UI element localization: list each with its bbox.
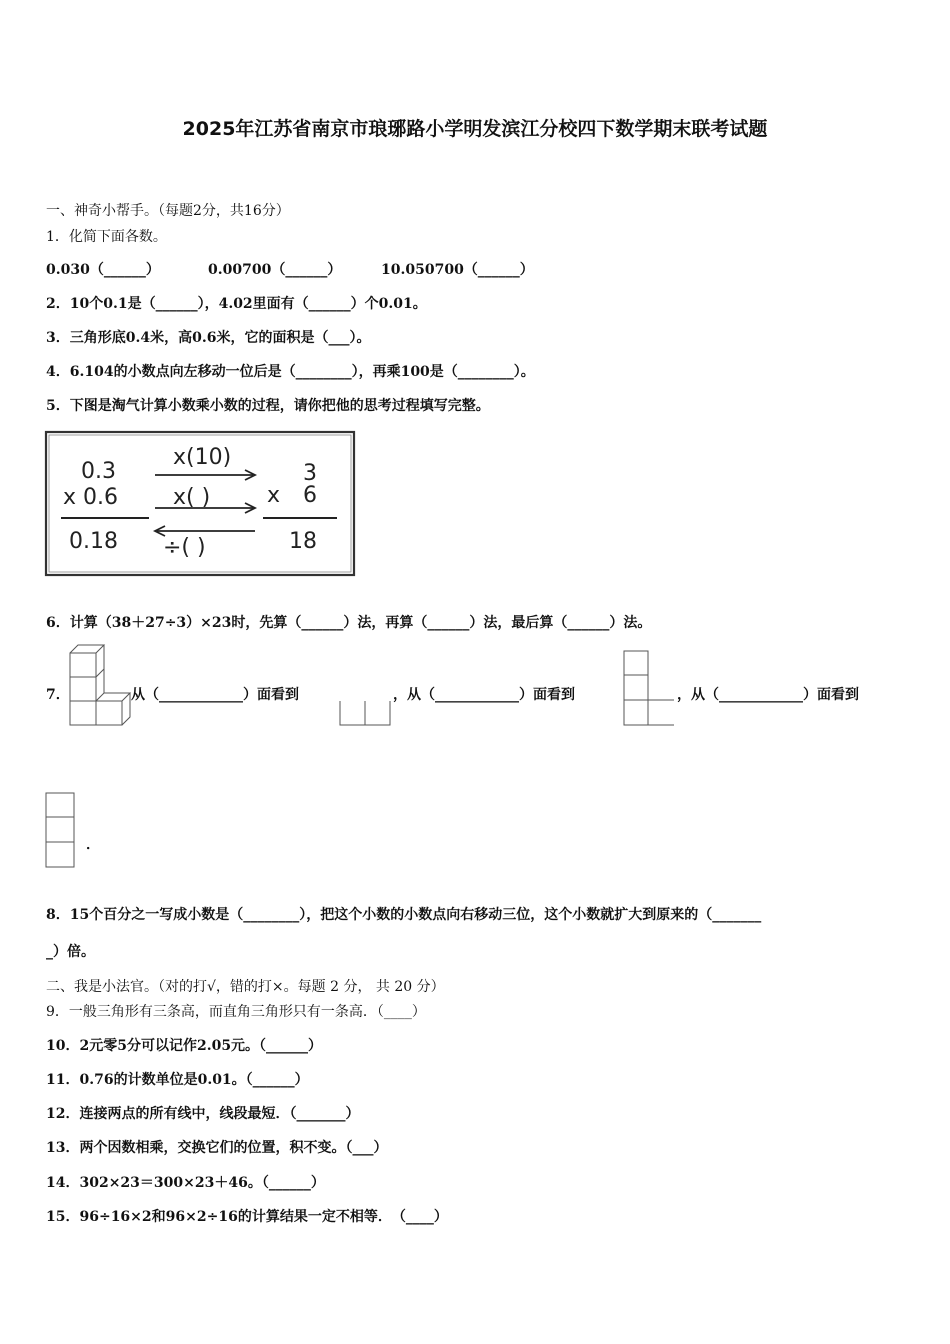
left-middle-number: x 0.6 [63,485,118,510]
question-12: 12．连接两点的所有线中，线段最短．（_______） [46,1106,360,1122]
question-8-line-1: 8．15个百分之一写成小数是（________），把这个小数的小数点向右移动三位，这个小数就扩大到原来的（_______ [46,907,762,923]
question-7-number: 7． [46,687,70,703]
cube-column-top [70,645,104,653]
page-title: 2025年江苏省南京市琅琊路小学明发滨江分校四下数学期末联考试题 [182,118,768,140]
question-9: 9．一般三角形有三条高，而直角三角形只有一条高．（____） [46,1004,426,1020]
question-14: 14．302×23＝300×23＋46。（______） [46,1175,325,1191]
right-multiply-sign: x [267,483,281,508]
view-3-grid [46,793,74,867]
arrow-label-times-ten: x(10) [173,445,232,470]
left-top-number: 0.3 [81,459,116,484]
question-2: 2．10个0.1是（______），4.02里面有（______）个0.01。 [46,296,427,312]
question-7-part-2: ，从（____________）面看到 [393,687,575,703]
question-6: 6．计算（38＋27÷3）×23时，先算（______）法，再算（______）法，最后算（______）法。 [46,615,652,631]
question-8-line-2: _）倍。 [46,944,95,960]
question-7-part-3: ，从（____________）面看到 [677,687,859,703]
question-13: 13．两个因数相乘，交换它们的位置，积不变。（___） [46,1140,388,1156]
right-middle-number: 6 [303,483,317,508]
section-2-heading: 二、我是小法官。（对的打√，错的打×。每题 2 分， 共 20 分） [46,979,445,995]
question-7-part-1: 从（____________）面看到 [131,687,299,703]
section-1-heading: 一、神奇小帮手。（每题2分，共16分） [46,203,290,219]
question-1: 1．化简下面各数。 [46,229,167,245]
question-4: 4．6.104的小数点向左移动一位后是（________），再乘100是（________）。 [46,364,535,380]
question-1-item-2: 0.00700（______） [208,262,342,278]
arrow-label-times-blank: x( ) [173,485,211,510]
view-figure-3 [45,792,75,868]
left-product: 0.18 [69,529,118,554]
question-11: 11．0.76的计数单位是0.01。（______） [46,1072,309,1088]
right-top-number: 3 [303,461,317,486]
question-3: 3．三角形底0.4米，高0.6米，它的面积是（___）。 [46,330,371,346]
question-1-item-1: 0.030（______） [46,262,160,278]
view-2-grid [624,651,674,725]
cube-column-front [70,653,96,725]
decimal-multiplication-figure [45,428,357,578]
cube-bottom-right [96,693,130,725]
arrow-label-divide-blank: ÷( ) [163,535,206,560]
view-figure-2 [623,650,675,726]
question-7-end: ． [86,837,100,853]
question-1-item-3: 10.050700（______） [381,262,534,278]
view-figure-1 [339,700,391,726]
question-10: 10．2元零5分可以记作2.05元。（______） [46,1038,323,1054]
question-15: 15．96÷16×2和96×2÷16的计算结果一定不相等． （____） [46,1209,448,1225]
right-product: 18 [289,529,317,554]
question-5: 5．下图是淘气计算小数乘小数的过程，请你把他的思考过程填写完整。 [46,398,490,414]
cube-stack-figure [68,643,130,727]
view-1-grid [340,701,390,725]
